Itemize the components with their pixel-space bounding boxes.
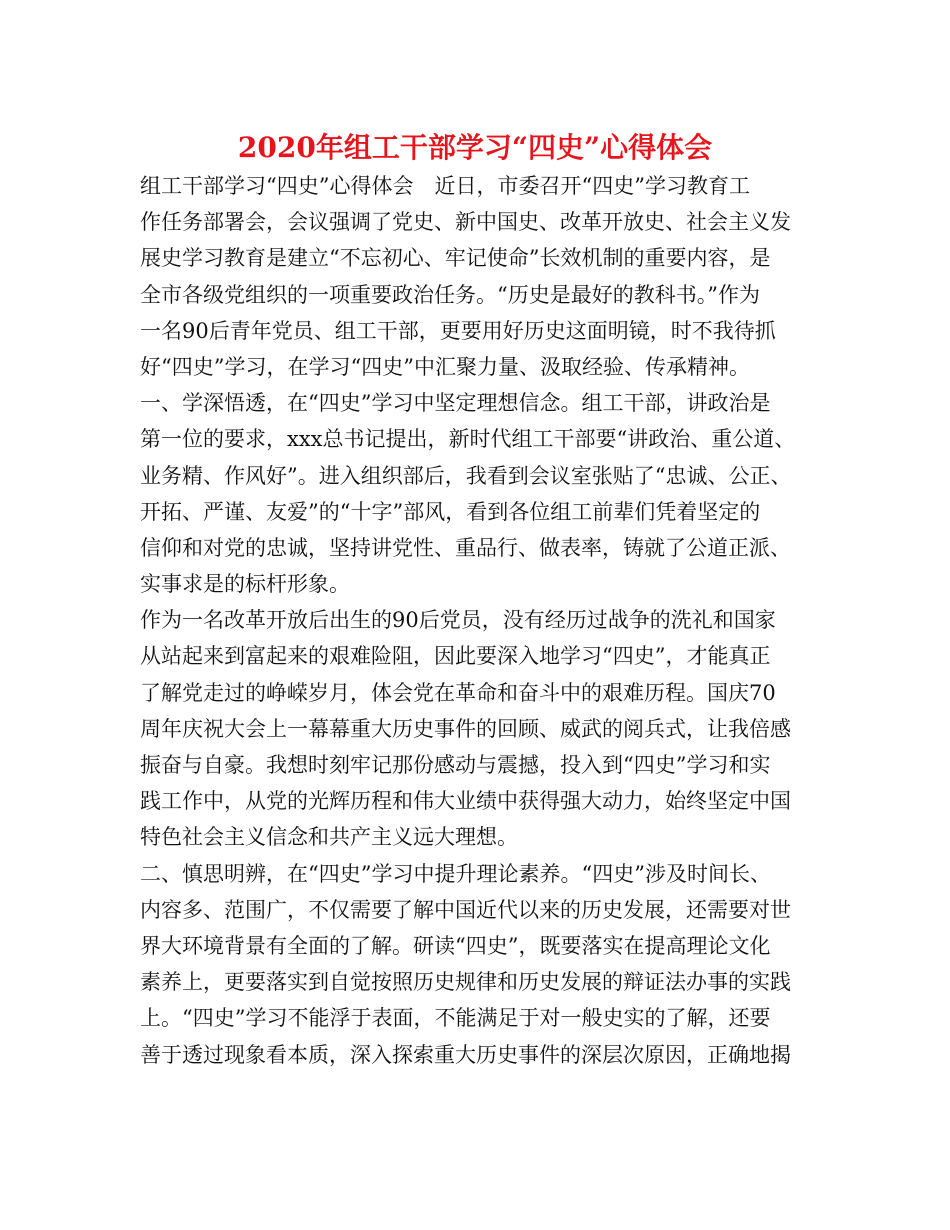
body-line: 二、慎思明辨，在“四史”学习中提升理论素养。“四史”涉及时间长、 xyxy=(140,861,771,886)
body-line: 一、学深悟透，在“四史”学习中坚定理想信念。组工干部，讲政治是 xyxy=(140,391,771,416)
body-line: 特色社会主义信念和共产主义远大理想。 xyxy=(140,825,518,850)
body-line: 上。“四史”学习不能浮于表面，不能满足于对一般史实的了解，还要 xyxy=(140,1006,771,1031)
document-body xyxy=(140,168,830,1073)
body-line: 全市各级党组织的一项重要政治任务。“历史是最好的教科书。”作为 xyxy=(140,282,760,307)
body-line: 善于透过现象看本质，深入探索重大历史事件的深层次原因，正确地揭 xyxy=(140,1042,791,1067)
document-title: 2020年组工干部学习“四史”心得体会 xyxy=(237,131,713,164)
body-line: 展史学习教育是建立“不忘初心、牢记使命”长效机制的重要内容，是 xyxy=(140,246,771,271)
body-line: 内容多、范围广，不仅需要了解中国近代以来的历史发展，还需要对世 xyxy=(140,897,791,922)
body-line: 实事求是的标杆形象。 xyxy=(140,572,350,597)
body-line: 作任务部署会，会议强调了党史、新中国史、改革开放史、社会主义发 xyxy=(140,210,791,235)
body-line: 信仰和对党的忠诚，坚持讲党性、重品行、做表率，铸就了公道正派、 xyxy=(140,535,791,560)
body-line: 好“四史”学习，在学习“四史”中汇聚力量、汲取经验、传承精神。 xyxy=(140,354,750,379)
body-line: 作为一名改革开放后出生的90后党员，没有经历过战争的洗礼和国家 xyxy=(140,608,776,633)
body-line: 了解党走过的峥嵘岁月，体会党在革命和奋斗中的艰难历程。国庆70 xyxy=(140,680,776,705)
body-line: 界大环境背景有全面的了解。研读“四史”，既要落实在提高理论文化 xyxy=(140,933,771,958)
body-line: 振奋与自豪。我想时刻牢记那份感动与震撼，投入到“四史”学习和实 xyxy=(140,753,771,777)
body-line: 周年庆祝大会上一幕幕重大历史事件的回顾、威武的阅兵式，让我倍感 xyxy=(140,716,791,741)
body-line: 一名90后青年党员、组工干部，更要用好历史这面明镜，时不我待抓 xyxy=(140,318,776,343)
body-line: 业务精、作风好”。进入组织部后，我看到会议室张贴了“忠诚、公正、 xyxy=(140,463,792,488)
body-line: 第一位的要求，xxx总书记提出，新时代组工干部要“讲政治、重公道、 xyxy=(140,427,796,452)
body-line: 开拓、严谨、友爱”的“十字”部风，看到各位组工前辈们凭着坚定的 xyxy=(140,499,761,524)
body-line: 从站起来到富起来的艰难险阻，因此要深入地学习“四史”，才能真正 xyxy=(140,644,771,669)
body-line: 践工作中，从党的光辉历程和伟大业绩中获得强大动力，始终坚定中国 xyxy=(140,789,791,814)
body-line: 组工干部学习“四史”心得体会 近日，市委召开“四史”学习教育工 xyxy=(140,174,750,198)
body-line: 素养上，更要落实到自觉按照历史规律和历史发展的辩证法办事的实践 xyxy=(140,970,791,995)
